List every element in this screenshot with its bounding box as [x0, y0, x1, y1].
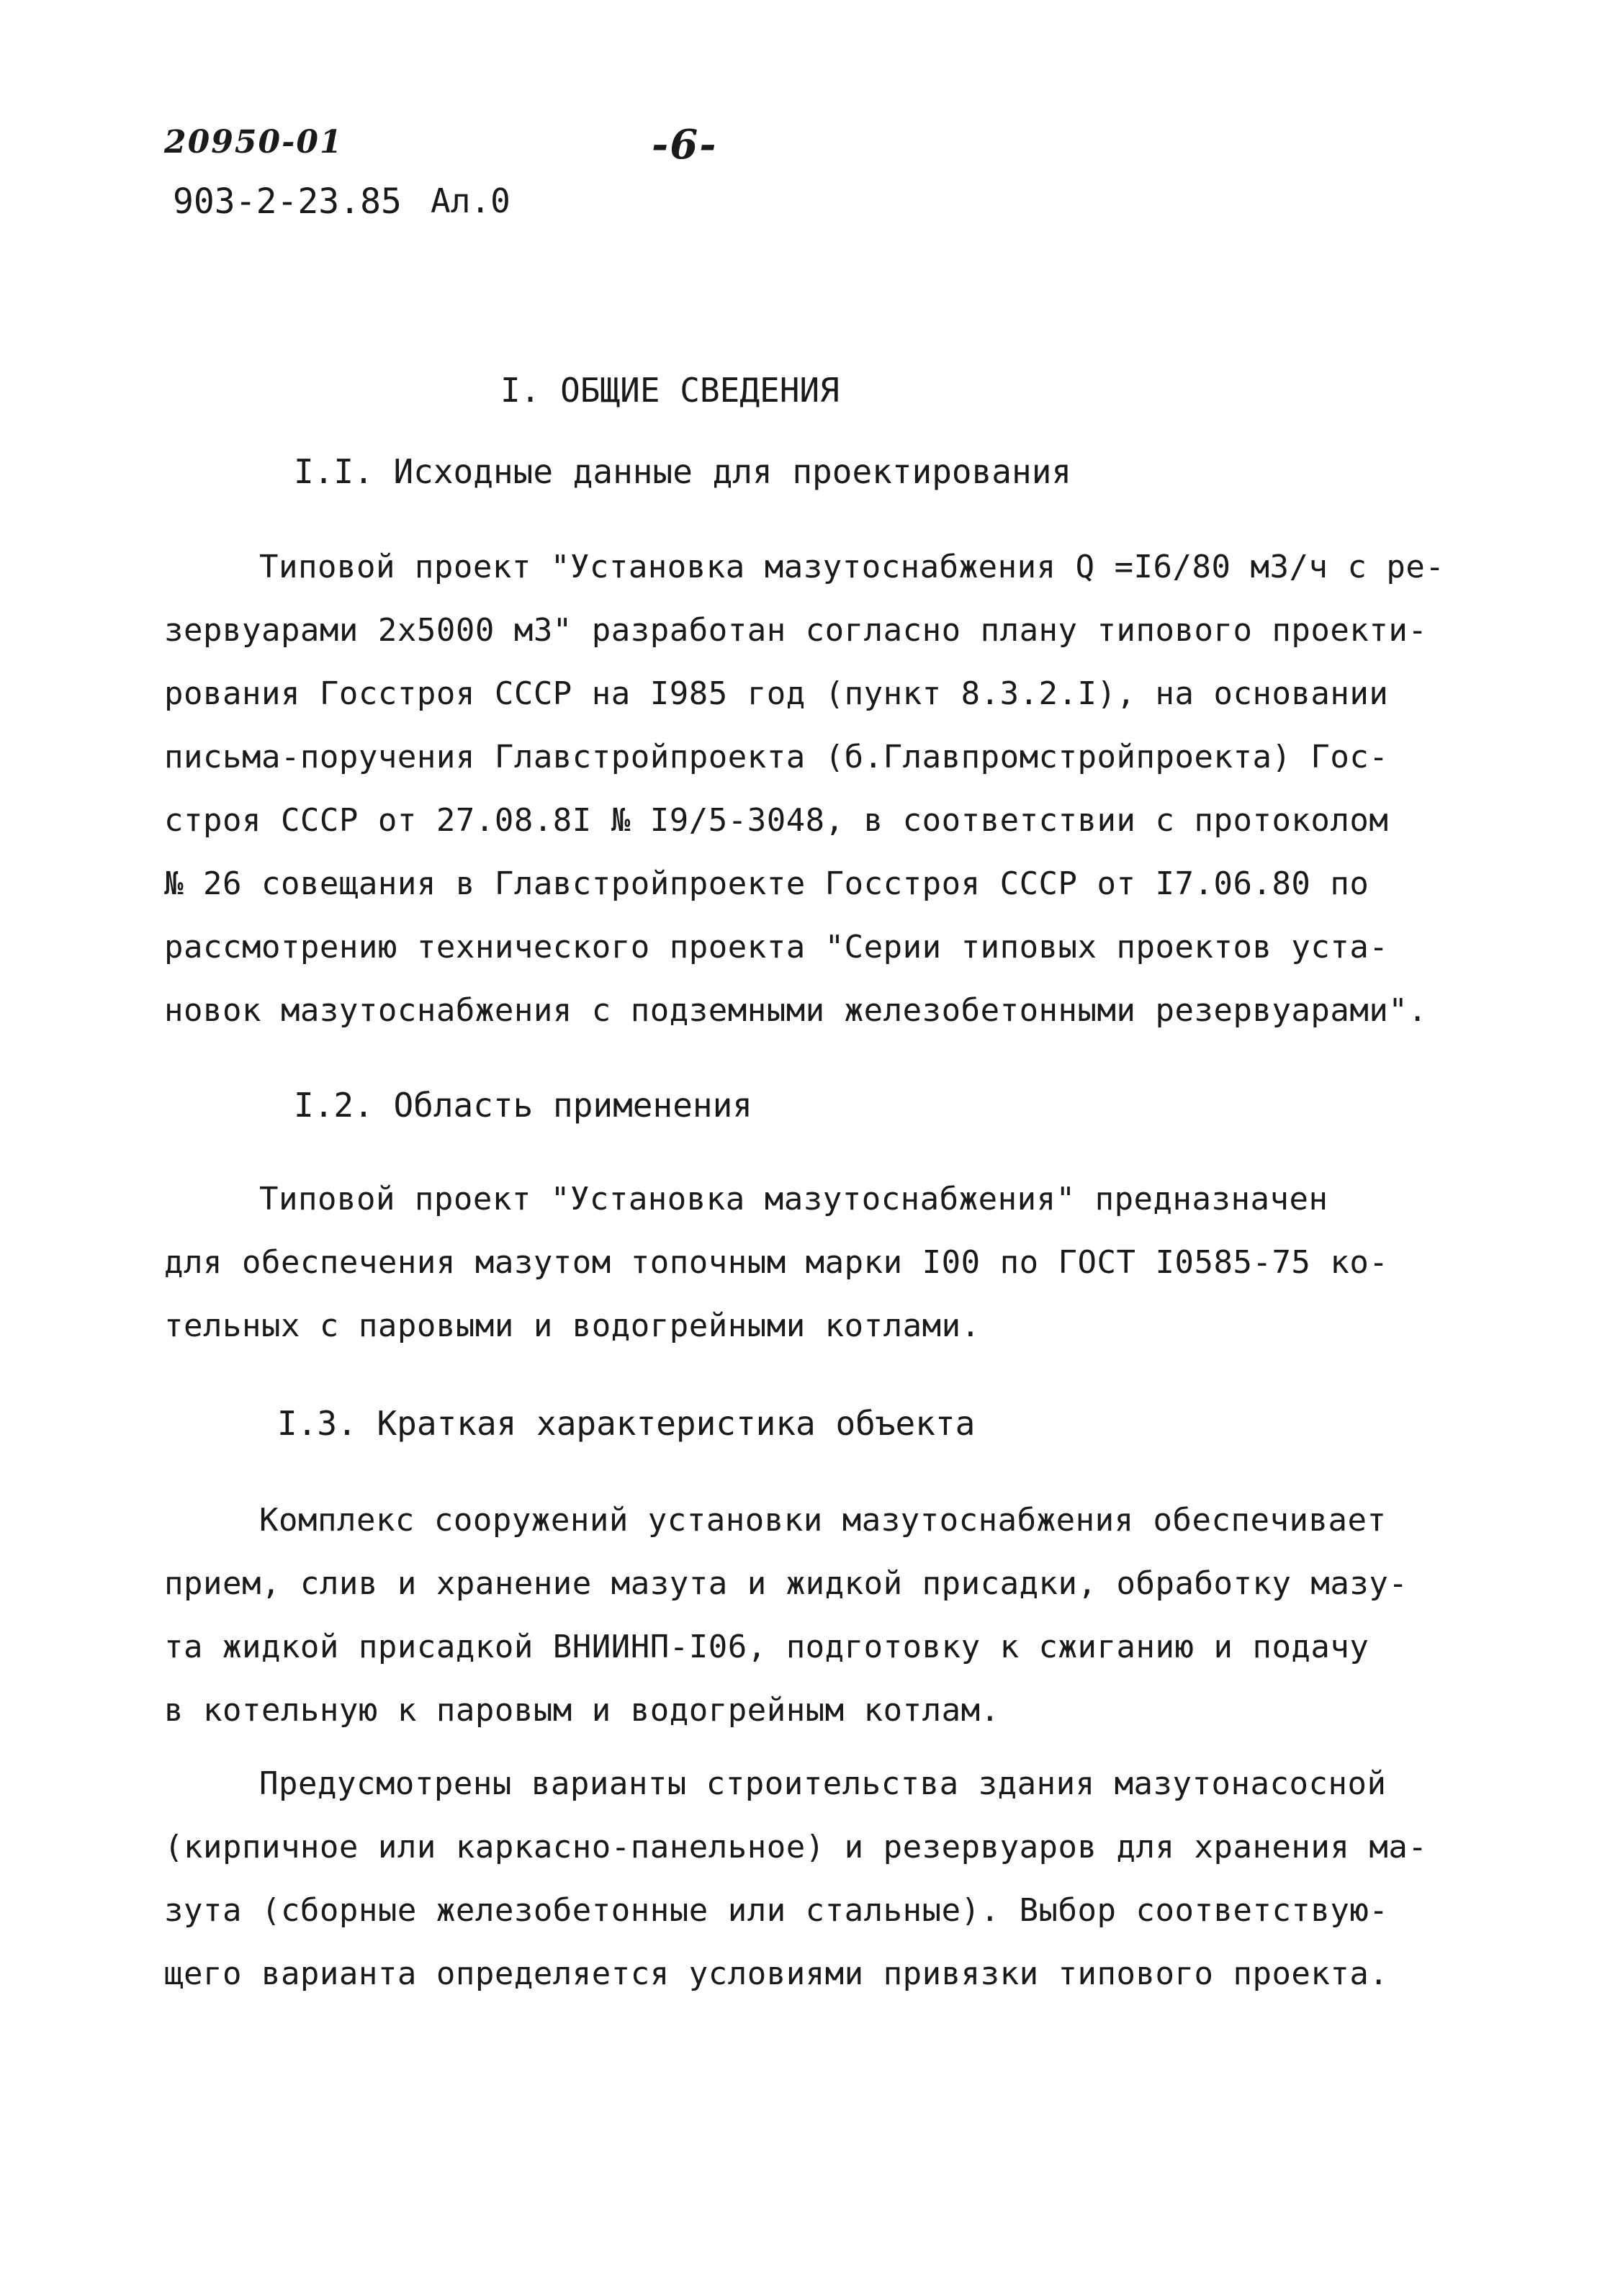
- paragraph-line: рования Госстроя СССР на I985 год (пункт 8.3.2.I), на основании: [164, 675, 1389, 712]
- paragraph-line: № 26 совещания в Главстройпроекте Госстроя СССР от I7.06.80 по: [164, 865, 1369, 902]
- paragraph-line: прием, слив и хранение мазута и жидкой присадки, обработку мазу-: [164, 1565, 1408, 1602]
- page-number: -6-: [652, 121, 718, 168]
- subsection-1-2-title: I.2. Область применения: [294, 1086, 752, 1125]
- paragraph-line: в котельную к паровым и водогрейным котлам.: [164, 1692, 1000, 1729]
- paragraph-line: тельных с паровыми и водогрейными котлами.: [164, 1307, 981, 1344]
- album-label: Ал.0: [431, 181, 510, 220]
- section-title: I. ОБЩИЕ СВЕДЕНИЯ: [500, 371, 840, 410]
- series-code: 903-2-23.85: [173, 181, 402, 222]
- paragraph-line: рассмотрению технического проекта "Серии типовых проектов уста-: [164, 929, 1389, 965]
- paragraph-line: строя СССР от 27.08.8I № I9/5-3048, в соответствии с протоколом: [164, 802, 1389, 839]
- paragraph-line: та жидкой присадкой ВНИИНП-I06, подготовку к сжиганию и подачу: [164, 1629, 1369, 1665]
- paragraph-line: Типовой проект "Установка мазутоснабжения" предназначен: [259, 1181, 1328, 1217]
- paragraph-line: для обеспечения мазутом топочным марки I00 по ГОСТ I0585-75 ко-: [164, 1244, 1389, 1281]
- paragraph-line: новок мазутоснабжения с подземными железобетонными резервуарами".: [164, 992, 1428, 1029]
- paragraph-line: Комплекс сооружений установки мазутоснабжения обеспечивает: [259, 1502, 1387, 1539]
- paragraph-line: Предусмотрены варианты строительства здания мазутонасосной: [259, 1765, 1387, 1802]
- paragraph-line: письма-поручения Главстройпроекта (б.Главпромстройпроекта) Гос-: [164, 739, 1389, 775]
- paragraph-line: зервуарами 2х5000 м3" разработан согласно плану типового проекти-: [164, 612, 1428, 649]
- paragraph-line: зута (сборные железобетонные или стальные). Выбор соответствую-: [164, 1892, 1389, 1929]
- subsection-1-1-title: I.I. Исходные данные для проектирования: [294, 452, 1072, 491]
- handwritten-doc-number: 20950-01: [164, 124, 343, 161]
- subsection-1-3-title: I.3. Краткая характеристика объекта: [277, 1404, 976, 1443]
- paragraph-line: (кирпичное или каркасно-панельное) и резервуаров для хранения ма-: [164, 1829, 1428, 1865]
- paragraph-line: щего варианта определяется условиями привязки типового проекта.: [164, 1955, 1389, 1992]
- paragraph-line: Типовой проект "Установка мазутоснабжения Q =I6/80 м3/ч с ре-: [259, 549, 1445, 585]
